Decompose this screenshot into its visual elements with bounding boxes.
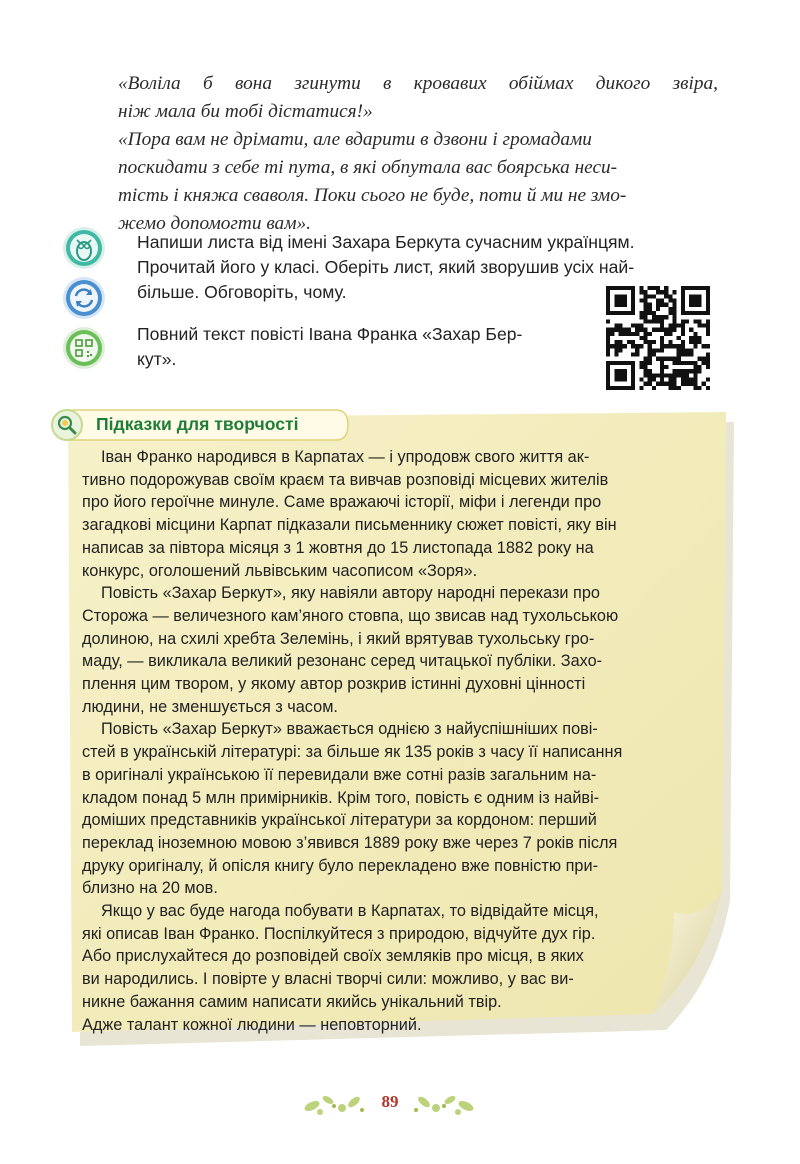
tips-line: ви народились. І повірте у власні творчі сили: можливо, у вас ви-	[82, 970, 574, 989]
tips-line: конкурс, оголошений львівським часописом «Зоря».	[82, 561, 478, 580]
refresh-icon	[62, 276, 106, 320]
task-line: більше. Обговоріть, чому.	[137, 282, 347, 302]
tips-line: никне бажання самим написати якийсь унікальний твір.	[82, 992, 502, 1011]
tips-line: Адже талант кожної людини — неповторний.	[82, 1015, 422, 1034]
qr-code-icon	[62, 326, 106, 370]
tips-title: Підказки для творчості	[96, 414, 299, 434]
tips-line: Повість «Захар Беркут» вважається однією з найуспішніших пові-	[101, 720, 598, 739]
tips-line: загадкові місцини Карпат підказали письменнику сюжет повісті, яку він	[82, 516, 617, 535]
quote-line: «Пора вам не дрімати, але вдарити в дзвони і громадами	[118, 129, 592, 150]
tips-line: кладом понад 5 млн примірників. Крім того, повість є одним із найві-	[82, 788, 600, 807]
tips-line: доміших представників української літератури за кордоном: перший	[82, 811, 597, 830]
tips-paragraph-1	[82, 446, 694, 582]
tips-line: тивно подорожував своїм краєм та вивчав розповіді місцевих жителів	[82, 470, 609, 489]
task-line: Прочитай його у класі. Оберіть лист, який зворушив усіх най-	[137, 257, 635, 277]
quote-1	[118, 70, 718, 126]
quote-line: тість і княжа сваволя. Поки сього не буде, поти й ми не змо-	[118, 185, 627, 206]
tips-text	[82, 446, 694, 1036]
tips-line: маду, — викликала великий резонанс серед читацької публіки. Захо-	[82, 652, 603, 671]
task-line: Напиши листа від імені Захара Беркута сучасним українцям.	[137, 232, 635, 252]
full-text-line: кут».	[137, 349, 177, 369]
qr-code[interactable]	[606, 286, 710, 390]
tips-line: плення цим твором, у якому автор розкрив істинні духовні цінності	[82, 675, 586, 694]
quote-line: «Воліла б вона згинути в кровавих обіймах дикого звіра,	[118, 73, 718, 94]
tips-line: які описав Іван Франко. Поспілкуйтеся з природою, відчуйте дух гір.	[82, 924, 596, 943]
page-number: 89	[381, 1092, 399, 1111]
quote-2	[118, 126, 718, 238]
tips-line: написав за півтора місяця з 1 жовтня до 15 листопада 1882 року на	[82, 538, 594, 557]
tips-line: Сторожа — величезного кам’яного стовпа, що звисав над тухольською	[82, 606, 619, 625]
tips-line: долиною, на схилі хребта Зелемінь, і який врятував тухольську гро-	[82, 629, 595, 648]
quote-line: поскидати з себе ті пута, в які обпутала вас боярська неси-	[118, 157, 618, 178]
tips-line: переклад іноземною мовою з’явився 1889 року вже через 7 років після	[82, 833, 618, 852]
tips-line: стей в українській літературі: за більше як 135 років з часу її написання	[82, 743, 623, 762]
tips-paragraph-4	[82, 900, 694, 1036]
task-text	[137, 230, 635, 305]
tips-line: про його героїчне минуле. Саме вражаючі історії, міфи і легенди про	[82, 493, 602, 512]
quote-line: ніж мала би тобі дістатися!»	[118, 101, 373, 122]
quote-line: жемо допомогти вам».	[118, 213, 311, 234]
tips-line: близно на 20 мов.	[82, 879, 218, 898]
tips-line: друку оригіналу, й опісля книгу було перекладено вже повністю при-	[82, 856, 599, 875]
tips-line: Повість «Захар Беркут», яку навіяли автору народні перекази про	[101, 584, 600, 603]
owl-icon	[62, 226, 106, 270]
tips-line: людини, не зменшується з часом.	[82, 697, 338, 716]
tips-line: Або прислухайтеся до розповідей своїх земляків про місця, в яких	[82, 947, 584, 966]
tips-line: Іван Франко народився в Карпатах — і упродовж свого життя ак-	[101, 448, 590, 466]
full-text-note	[137, 322, 522, 372]
tips-paragraph-3	[82, 718, 694, 900]
full-text-line: Повний текст повісті Івана Франка «Захар Бер-	[137, 324, 523, 344]
tips-paragraph-2	[82, 582, 694, 718]
tips-line: в оригіналі українською її перевидали вже сотні разів загальним на-	[82, 765, 597, 784]
tips-line: Якщо у вас буде нагода побувати в Карпатах, то відвідайте місця,	[101, 902, 599, 921]
